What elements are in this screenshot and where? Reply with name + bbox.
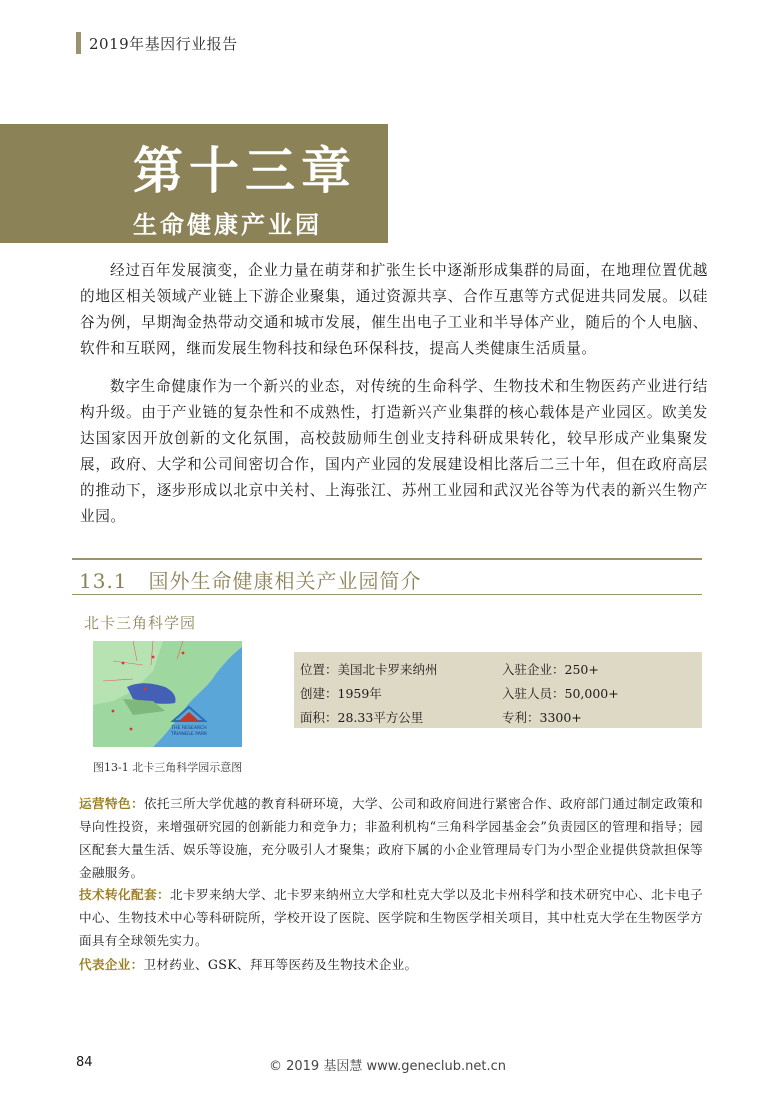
chapter-number: 第十三章 — [133, 142, 357, 200]
header-accent-bar — [76, 32, 81, 54]
info-founded: 创建：1959年 — [300, 686, 382, 701]
intro-paragraph-1: 经过百年发展演变，企业力量在萌芽和扩张生长中逐渐形成集群的局面，在地理位置优越的地区相关领域产业链上下游企业聚集，通过资源共享、合作互惠等方式促进共同发展。以硅谷为例，早期淘金热带动交通和城市发展，催生出电子工业和半导体产业，随后的个人电脑、软件和互联网，继而发展生物科技和绿色环保科技，提高人类健康生活质量。 — [80, 262, 708, 357]
section-title: 13.1 国外生命健康相关产业园简介 — [79, 569, 422, 593]
section-divider-bottom — [72, 594, 702, 595]
tech-transfer-text: 北卡罗来纳大学、北卡罗来纳州立大学和杜克大学以及北卡州科学和技术研究中心、北卡电子中心、生物技术中心等科研院所，学校开设了医院、医学院和生物医学相关项目，其中杜克大学在生物医学方面具有全球领先实力。 — [79, 887, 703, 948]
tech-transfer-paragraph — [79, 883, 703, 952]
info-staff: 入驻人员：50,000+ — [502, 686, 619, 701]
report-title: 2019年基因行业报告 — [89, 35, 238, 53]
operations-text: 依托三所大学优越的教育科研环境，大学、公司和政府间进行紧密合作、政府部门通过制定政策和导向性投资，来增强研究园的创新能力和竞争力；非盈利机构“三角科学园基金会”负责园区的管理和指导；园区配套大量生活、娱乐等设施，充分吸引人才聚集；政府下属的小企业管理局专门为小型企业提供贷款担保等金融服务。 — [79, 796, 703, 880]
figure-caption: 图13-1 北卡三角科学园示意图 — [93, 761, 243, 774]
footer-copyright: © 2019 基因慧 www.geneclub.net.cn — [268, 1059, 507, 1074]
tech-transfer-label: 技术转化配套： — [79, 887, 171, 902]
park-name: 北卡三角科学园 — [84, 614, 197, 632]
park-map-image — [93, 641, 242, 747]
representative-label: 代表企业： — [79, 957, 144, 972]
intro-paragraph-2: 数字生命健康作为一个新兴的业态，对传统的生命科学、生物技术和生物医药产业进行结构升级。由于产业链的复杂性和不成熟性，打造新兴产业集群的核心载体是产业园区。欧美发达国家因开放创新的文化氛围，高校鼓励师生创业支持科研成果转化，较早形成产业集聚发展，政府、大学和公司间密切合作，国内产业园的发展建设相比落后二三十年，但在政府高层的推动下，逐步形成以北京中关村、上海张江、苏州工业园和武汉光谷等为代表的新兴生物产业园。 — [80, 378, 708, 525]
map-logo-line2: TRIANGLE PARK — [170, 732, 208, 737]
info-location: 位置：美国北卡罗来纳州 — [300, 662, 438, 677]
chapter-subtitle: 生命健康产业园 — [133, 211, 322, 239]
section-divider-top — [72, 558, 702, 560]
info-patents: 专利：3300+ — [502, 710, 582, 725]
info-area: 面积：28.33平方公里 — [300, 710, 424, 725]
operations-label: 运营特色： — [79, 796, 145, 811]
operations-paragraph — [79, 792, 703, 884]
info-companies: 入驻企业：250+ — [502, 662, 599, 677]
representative-companies-paragraph — [79, 953, 703, 976]
map-logo-line1: THE RESEARCH — [171, 726, 207, 731]
page-number: 84 — [76, 1055, 93, 1070]
representative-text: 卫材药业、GSK、拜耳等医药及生物技术企业。 — [143, 957, 418, 972]
